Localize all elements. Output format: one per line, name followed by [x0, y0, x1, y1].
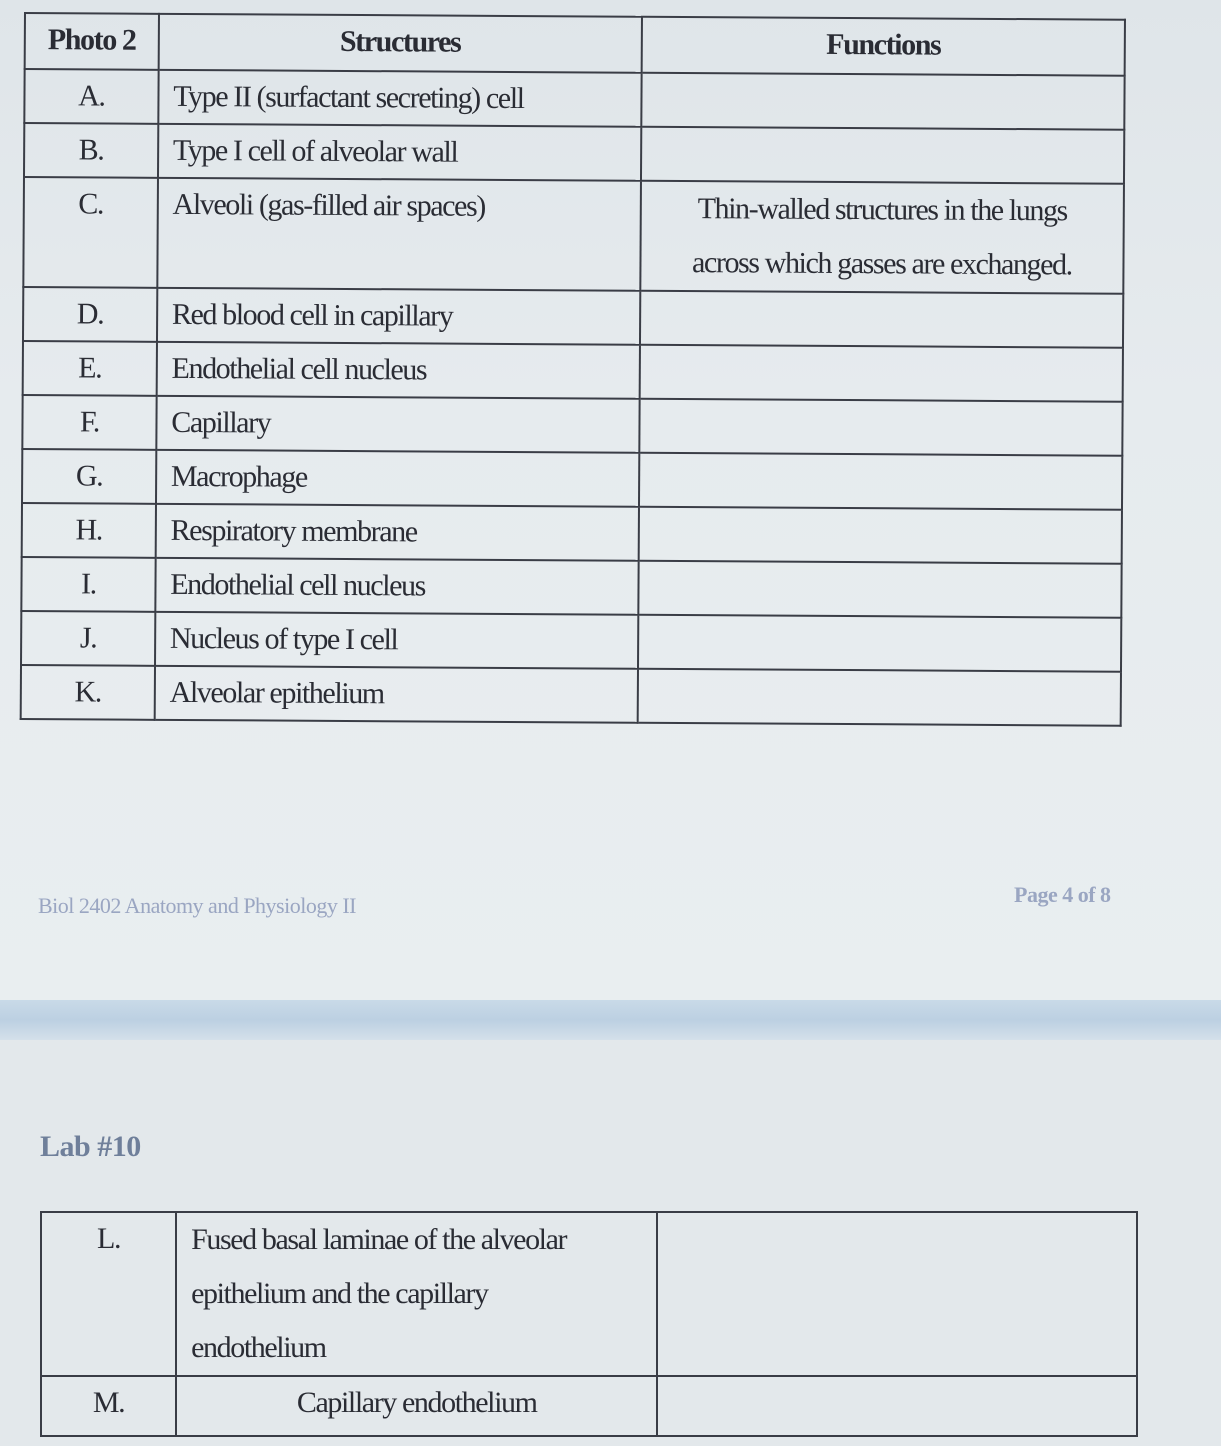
table-row — [23, 341, 1123, 402]
lab-heading: Lab #10 — [40, 1130, 141, 1163]
row-structure: Respiratory membrane — [155, 504, 638, 561]
structure-text-line: endothelium — [191, 1331, 326, 1364]
row-letter: L. — [41, 1212, 176, 1376]
footer-course-title: Biol 2402 Anatomy and Physiology II — [38, 893, 356, 918]
table-row — [23, 287, 1123, 348]
row-function-cell[interactable] — [657, 1212, 1137, 1376]
row-function-cell[interactable] — [641, 127, 1124, 184]
structures-table-continued — [40, 1211, 1138, 1437]
structure-text-line: Fused basal laminae of the alveolar — [191, 1223, 567, 1256]
row-letter: J. — [21, 611, 155, 666]
table-row — [22, 503, 1122, 564]
row-letter: I. — [21, 557, 155, 612]
function-text-line: across which gasses are exchanged. — [691, 246, 1072, 282]
row-structure: Capillary — [156, 396, 639, 453]
row-letter: F. — [22, 395, 156, 450]
row-letter: C. — [23, 177, 157, 288]
footer-page-number: Page 4 of 8 — [1014, 882, 1111, 907]
row-structure: Type I cell of alveolar wall — [158, 124, 641, 181]
table-header-row — [25, 13, 1125, 76]
table-row — [21, 557, 1121, 618]
row-function-cell[interactable] — [639, 453, 1122, 510]
row-function-cell[interactable] — [640, 181, 1124, 294]
table-row — [21, 611, 1121, 672]
row-structure: Capillary endothelium — [176, 1376, 657, 1436]
row-letter: M. — [41, 1376, 176, 1436]
row-function-cell[interactable] — [657, 1376, 1137, 1436]
row-letter: G. — [22, 449, 156, 504]
row-function-cell[interactable] — [639, 507, 1122, 564]
row-structure: Endothelial cell nucleus — [156, 342, 639, 399]
row-structure: Alveolar epithelium — [154, 666, 637, 723]
table-row — [23, 177, 1124, 294]
header-functions: Functions — [642, 17, 1125, 76]
row-letter: H. — [22, 503, 156, 558]
row-structure: Macrophage — [156, 450, 639, 507]
header-structures: Structures — [158, 14, 641, 73]
row-letter: E. — [23, 341, 157, 396]
function-text-line: Thin-walled structures in the lungs — [697, 192, 1067, 228]
row-function-cell[interactable] — [638, 615, 1121, 672]
row-structure: Alveoli (gas-filled air spaces) — [157, 178, 641, 291]
row-letter: D. — [23, 287, 157, 342]
row-structure: Endothelial cell nucleus — [155, 558, 638, 615]
row-function-cell[interactable] — [641, 73, 1124, 130]
structures-table — [20, 12, 1126, 727]
structure-text-line: epithelium and the capillary — [191, 1277, 488, 1310]
table-row — [22, 395, 1122, 456]
row-structure: Nucleus of type I cell — [155, 612, 638, 669]
row-letter: B. — [24, 123, 158, 178]
row-structure: Type II (surfactant secreting) cell — [158, 70, 641, 127]
header-photo: Photo 2 — [25, 13, 159, 70]
row-function-cell[interactable] — [639, 399, 1122, 456]
table-row — [41, 1376, 1137, 1436]
row-function-cell[interactable] — [640, 291, 1123, 348]
row-structure: Red blood cell in capillary — [157, 288, 640, 345]
row-function-cell[interactable] — [640, 345, 1123, 402]
row-letter: A. — [24, 69, 158, 124]
table-row — [41, 1212, 1137, 1376]
page-break — [0, 1000, 1221, 1040]
table-row — [22, 449, 1122, 510]
table-row — [21, 665, 1121, 726]
row-letter: K. — [21, 665, 155, 720]
row-function-cell[interactable] — [638, 561, 1121, 618]
table-row — [24, 123, 1124, 184]
table-row — [24, 69, 1124, 130]
row-function-cell[interactable] — [638, 669, 1121, 726]
row-structure — [176, 1212, 657, 1376]
